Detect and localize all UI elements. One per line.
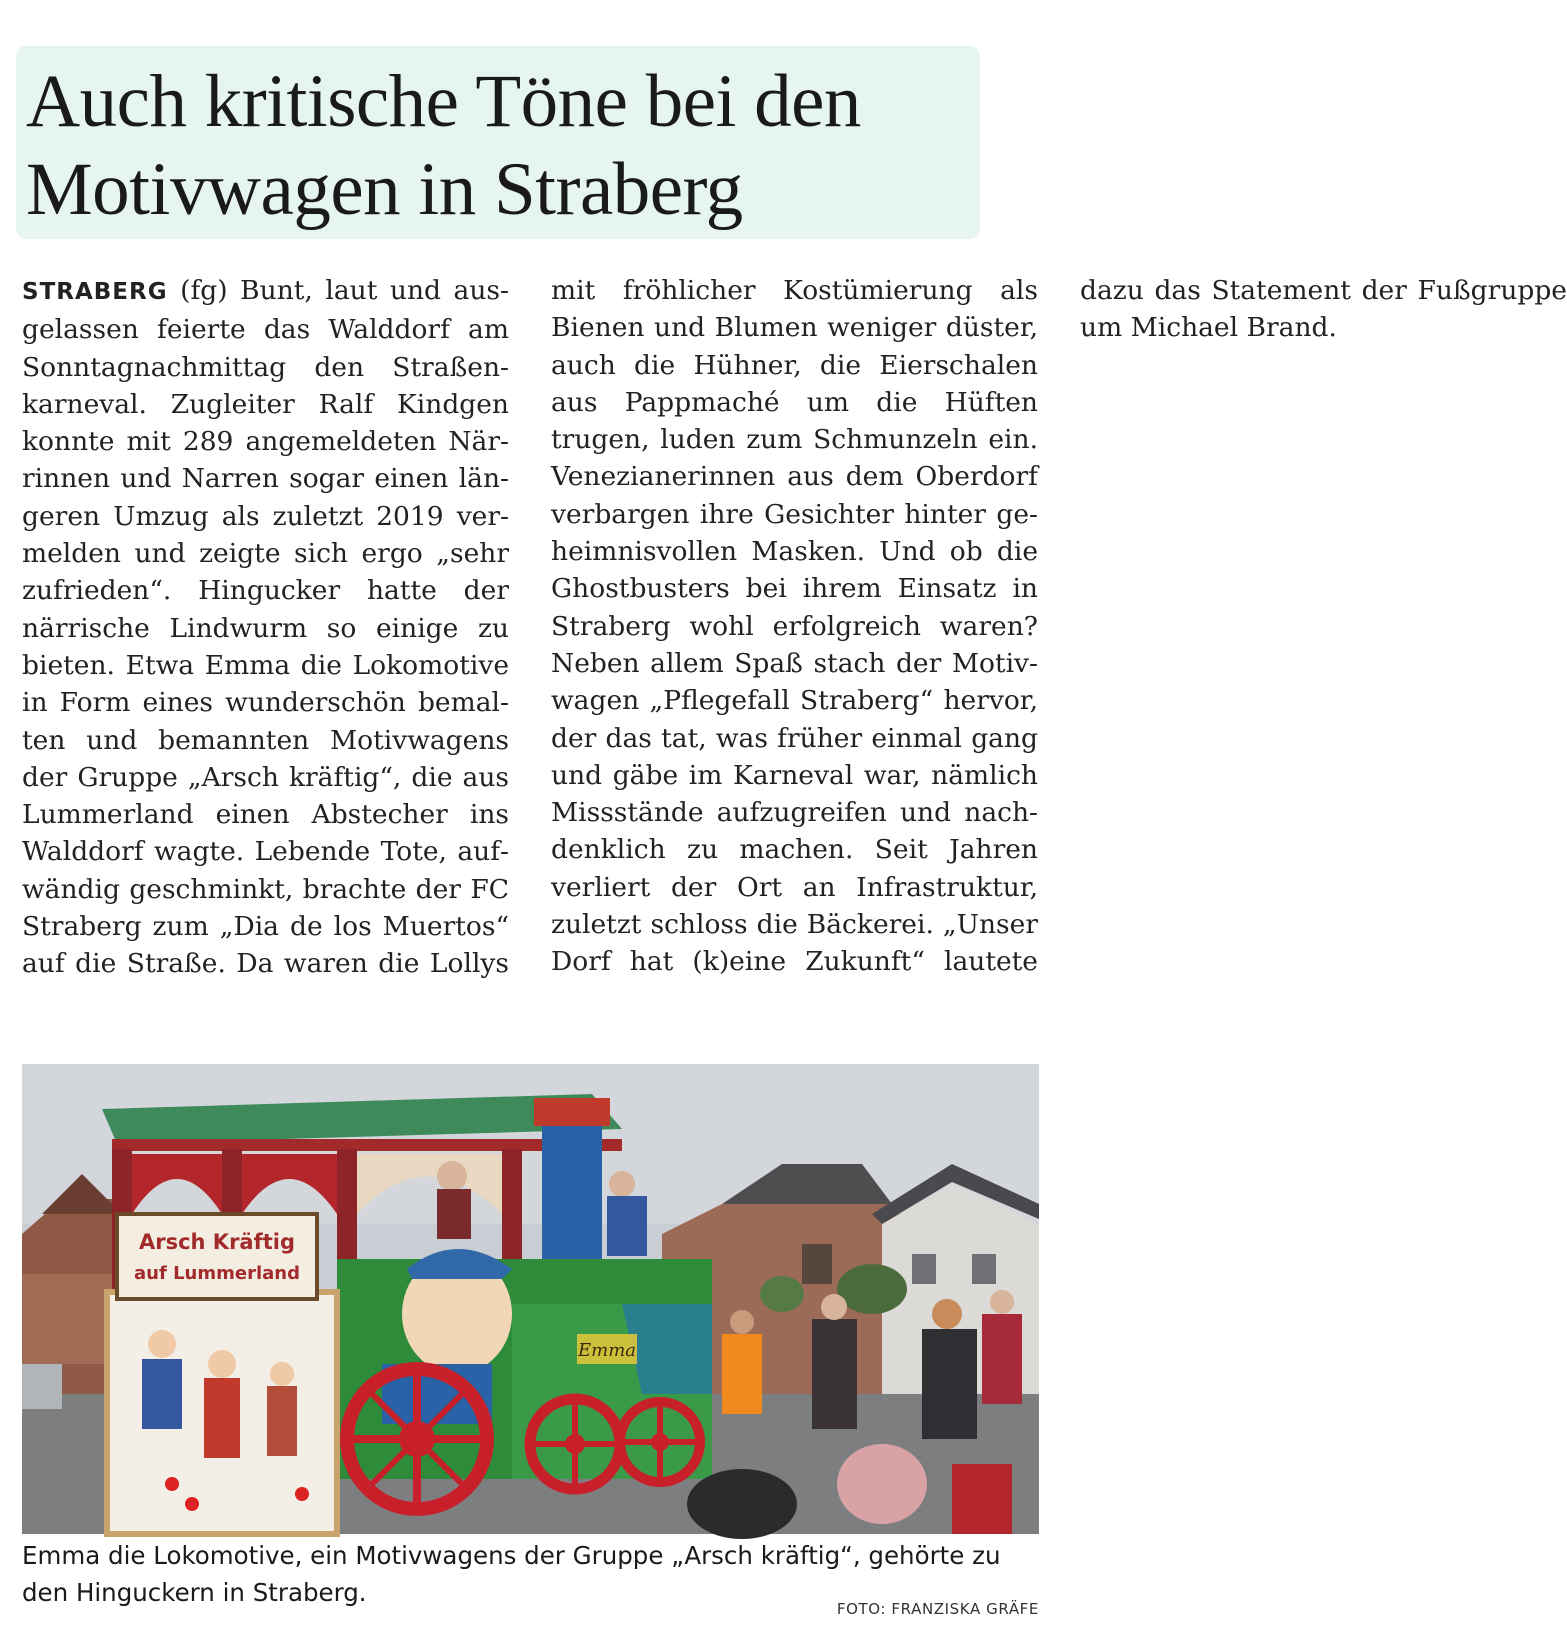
sign-line-2: auf Lummerland: [134, 1263, 300, 1284]
article-paragraph: [22, 272, 1567, 1010]
article-text: (fg) Bunt, laut und ausgelassen feierte das Walddorf am Sonntagnachmittag den Straßenkarneval. Zugleiter Ralf Kindgen konnte mit 289 angemeldeten Närrinnen und Narren sogar einen längeren Umzug als zuletzt 2019 vermelden und zeigte sich ergo „sehr zufrieden“. Hingucker hatte der närrische Lindwurm so einige zu bieten. Etwa Emma die Lokomotive in Form eines wunderschön bemalten und bemannten Motivwagens der Gruppe „Arsch kräftig“, die aus Lummerland einen Abstecher ins Walddorf wagte. Lebende Tote, aufwändig geschminkt, brachte der FC Straberg zum „Dia de los Muertos“ auf die Straße. Da waren die Lollys mit fröhlicher Kostümierung als Bienen und Blumen weniger düster, auch die Hühner, die Eierschalen aus Pappmaché um die Hüften trugen, luden zum Schmunzeln ein. Venezianerinnen aus dem Oberdorf verbargen ihre Gesichter hinter geheimnisvollen Masken. Und ob die Ghostbusters bei ihrem Einsatz in Straberg wohl erfolgreich waren? Neben allem Spaß stach der Motivwagen „Pflegefall Straberg“ hervor, der das tat, was früher einmal gang und gäbe im Karneval war, nämlich Missstände aufzugreifen und nachdenklich zu machen. Seit Jahren verliert der Ort an Infrastruktur, zuletzt schloss die Bäckerei. „Unser Dorf hat (k)eine Zukunft“ lautete dazu das Statement der Fußgruppe um Michael Brand.: [22, 275, 1567, 980]
locomotive-wheel-large: [347, 1369, 487, 1509]
photo-caption: Emma die Lokomotive, ein Motivwagens der Gruppe „Arsch kräftig“, gehörte zu den Hinguckern in Straberg.: [22, 1541, 1001, 1607]
locomotive-name: Emma: [577, 1340, 637, 1361]
person-safety-vest: [722, 1334, 762, 1414]
carnival-photo: [22, 1064, 1039, 1534]
sign-line-1: Arsch Kräftig: [138, 1230, 296, 1254]
dateline: STRABERG: [22, 279, 168, 305]
article-body: [22, 272, 1567, 1010]
float-sign: [117, 1214, 317, 1299]
chimney: [542, 1124, 602, 1264]
headline: Auch kritische Töne bei den Motivwagen in Straberg: [26, 60, 861, 231]
photo-credit: FOTO: FRANZISKA GRÄFE: [836, 1600, 1039, 1618]
locomotive-wheel-middle: [530, 1399, 620, 1489]
locomotive-wheel-front: [620, 1402, 700, 1482]
